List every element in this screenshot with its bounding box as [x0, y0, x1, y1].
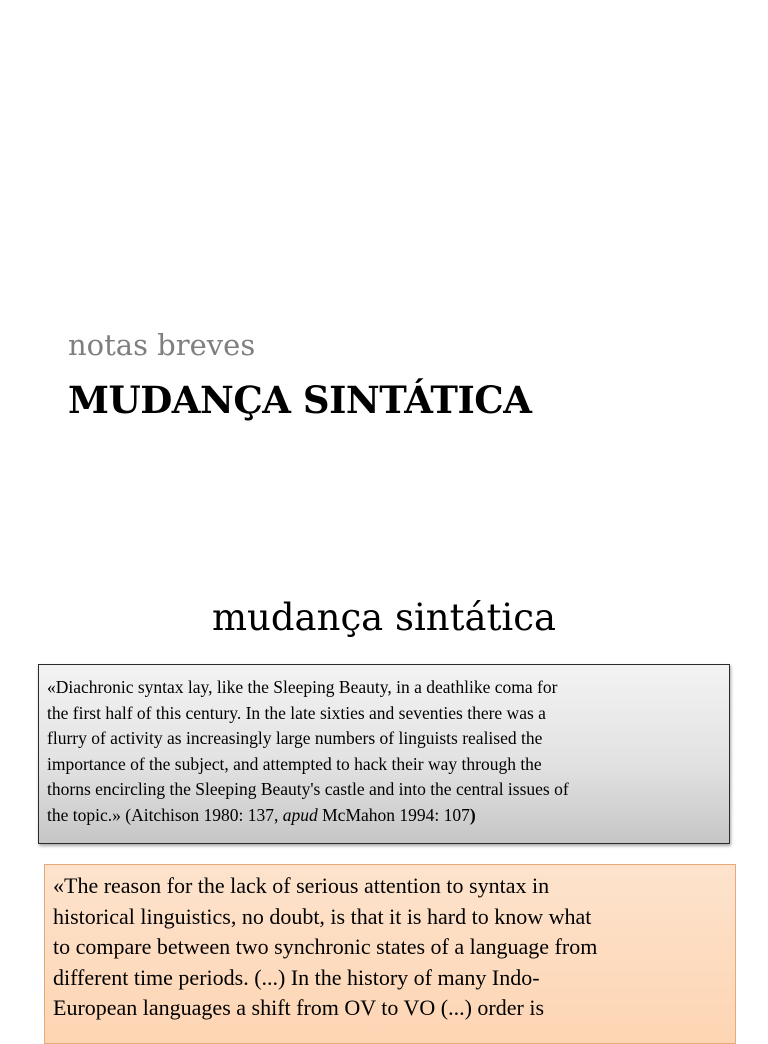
content-slide — [0, 576, 768, 1024]
slide-heading: mudança sintática — [211, 596, 557, 639]
quote-line: «The reason for the lack of serious attention to syntax in — [53, 873, 550, 898]
slide-title: MUDANÇA SINTÁTICA — [68, 378, 532, 422]
quote-line: importance of the subject, and attempted to hack their way through the — [47, 753, 542, 774]
citation-italic: apud — [282, 804, 318, 825]
quote-citation-line — [47, 803, 721, 829]
quote-line: different time periods. (...) In the history of many Indo- — [53, 964, 540, 990]
quote-box-aitchison — [38, 664, 730, 844]
citation-text: the topic.» (Aitchison 1980: 137, — [47, 804, 283, 825]
quote-line: the first half of this century. In the late sixties and seventies there was a — [47, 702, 546, 723]
quote-line: historical linguistics, no doubt, is that it is hard to know what — [53, 903, 592, 929]
quote-line: thorns encircling the Sleeping Beauty's castle and into the central issues of — [47, 779, 569, 799]
quote-box-syntax — [44, 864, 736, 1044]
quote-line: «Diachronic syntax lay, like the Sleeping Beauty, in a deathlike coma for — [47, 677, 558, 697]
quote-line: European languages a shift from OV to VO (...) order is — [53, 995, 545, 1020]
slide-subtitle: notas breves — [68, 328, 256, 362]
quote-line: to compare between two synchronic states of a language from — [53, 934, 598, 959]
citation-paren: ) — [469, 804, 476, 825]
quote-line: flurry of activity as increasingly large numbers of linguists realised the — [47, 728, 543, 748]
citation-rest: McMahon 1994: 107 — [317, 804, 470, 825]
